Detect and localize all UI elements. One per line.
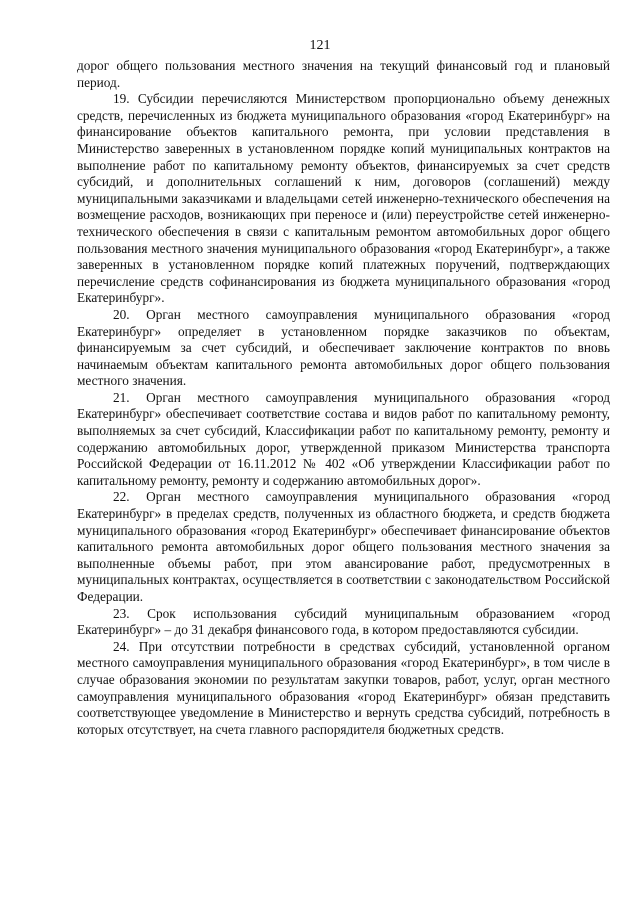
- paragraph-item-22: 22. Орган местного самоуправления муниципального образования «город Екатеринбург» в пределах средств, полученных из областного бюджета, и средств бюджета муниципального образования «город Екатеринбург» обеспечивает финансирование объектов капитального ремонта автомобильных дорог общего пользования местного значения за выполненные объемы работ, при этом авансирование работ, предусмотренных в муниципальных контрактах, осуществляется в соответствии с законодательством Российской Федерации.: [77, 489, 610, 604]
- paragraph-item-24: 24. При отсутствии потребности в средствах субсидий, установленной органом местного самоуправления муниципального образования «город Екатеринбург», в том числе в случае образования экономии по результатам закупки товаров, работ, услуг, орган местного самоуправления муниципального образования «город Екатеринбург» обязан представить соответствующее уведомление в Министерство и вернуть средства субсидий, потребность в которых отсутствует, на счета главного распорядителя бюджетных средств.: [77, 638, 610, 737]
- paragraph-item-21: 21. Орган местного самоуправления муниципального образования «город Екатеринбург» обеспечивает соответствие состава и видов работ по капитальному ремонту, выполняемых за счет субсидий, Классификации работ по капитальному ремонту, ремонту и содержанию автомобильных дорог, утвержденной приказом Министерства транспорта Российской Федерации от 16.11.2012 № 402 «Об утверждении Классификации работ по капитальному ремонту, ремонту и содержанию автомобильных дорог».: [77, 389, 610, 488]
- page-number: 121: [309, 38, 331, 53]
- paragraph-continuation: дорог общего пользования местного значения на текущий финансовый год и плановый период.: [77, 58, 610, 90]
- paragraph-item-19: 19. Субсидии перечисляются Министерством пропорционально объему денежных средств, перечисленных из бюджета муниципального образования «город Екатеринбург» на финансирование объектов капитального ремонта, при условии представления в Министерство заверенных в установленном порядке копий муниципальных контрактов на выполнение работ по капитальному ремонту объектов, финансируемых за счет средств субсидий, и дополнительных соглашений к ним, договоров (соглашений) между муниципальными заказчиками и владельцами сетей инженерно-технического обеспечения на возмещение расходов, возникающих при переносе и (или) переустройстве сетей инженерно-технического обеспечения в связи с капитальным ремонтом автомобильных дорог общего пользования местного значения муниципального образования «город Екатеринбург», а также заверенных в установленном порядке копий платежных поручений, подтверждающих перечисление средств софинансирования из бюджета муниципального образования «город Екатеринбург».: [77, 91, 610, 306]
- paragraph-item-20: 20. Орган местного самоуправления муниципального образования «город Екатеринбург» определяет в установленном порядке заказчиков по объектам, финансируемым за счет субсидий, и обеспечивает заключение контрактов по вновь начинаемым объектам капитального ремонта автомобильных дорог общего пользования местного значения.: [77, 306, 610, 389]
- paragraph-item-23: 23. Срок использования субсидий муниципальным образованием «город Екатеринбург» – до 31 декабря финансового года, в котором предоставляются субсидии.: [77, 605, 610, 638]
- document-body: [77, 58, 610, 738]
